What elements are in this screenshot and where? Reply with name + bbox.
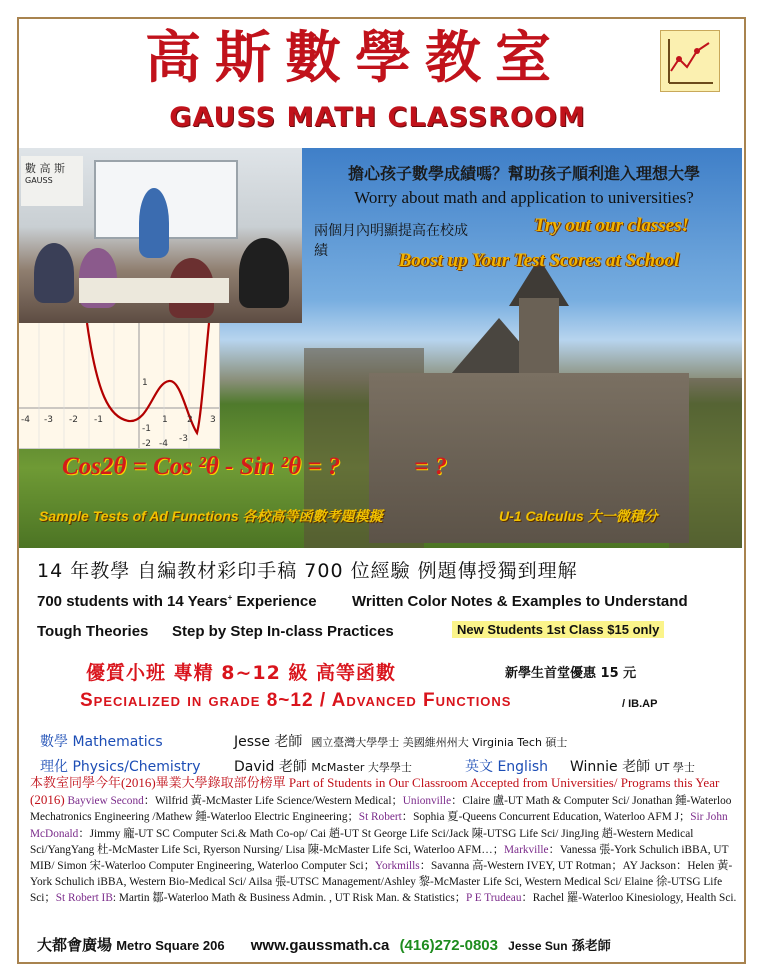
graph-tick-y: -3 <box>179 434 188 444</box>
step-by-step-text: Step by Step In-class Practices <box>172 623 394 640</box>
tough-theories-text: Tough Theories <box>37 623 149 640</box>
teacher-figure <box>139 188 169 258</box>
phone-number[interactable]: (416)272-0803 <box>399 937 498 954</box>
classroom-sign: 數 高 斯 GAUSS <box>21 156 83 206</box>
subject-mathematics: 數學 Mathematics <box>40 734 163 750</box>
formula-text: Cos2θ = Cos ²θ - Sin ²θ = ? <box>62 453 341 480</box>
student-figure <box>34 243 74 303</box>
graph-tick-y: 1 <box>142 378 148 388</box>
website-link[interactable]: www.gaussmath.ca <box>250 937 390 954</box>
features-chinese: 14 年教學 自編教材彩印手稿 700 位經驗 例題傳授獨到理解 <box>37 560 578 582</box>
teacher-winnie: Winnie 老師 UT 學士 <box>570 759 695 775</box>
contact-name: Jesse Sun <box>508 939 568 953</box>
try-classes-text: Try out our classes! <box>534 215 690 236</box>
graph-tick-x: 1 <box>162 415 168 425</box>
accepted-students-list: 本教室同學今年(2016)畢業大學錄取部份榜單 Part of Students in Our Classroom Accepted from Universities/ Programs this Year (2016) Bayview Second：Wilfrid 黃-McMaster Life Science/Western Medical；Unionville：Claire 盧-UT Math & Computer Sci/ Jonathan 鍾-Waterloo Mechatronics Engineering /Mathew 鍾-Waterloo Electric Engineering；St Robert：Sophia 夏-Queens Concurrent Education, Waterloo AFM J；Sir John McDonald：Jimmy 龐-UT SC Computer Sci.& Math Co-op/ Cai 趙-UT St George Life Sci/Jack 陳-UTSG Life Sci/ JingJing 趙-Western Medical Sci/YangYang 杜-McMaster Life Sci, Ryerson Nursing/ Lisa 陳-McMaster Life Sci, Waterloo AFM…；Markville：Vanessa 張-York Schulich iBBA, UT MIB/ Simon 宋-Waterloo Computer Engineering, Waterloo Computer Sci；Yorkmills：Savanna 高-Western IVEY, UT Rotman；AY Jackson：Helen 黃-York Schulich iBBA, Western Bio-Medical Sci/ Ailsa 張-UTSC Management/Ashley 黎-McMaster Life Sci, Western Medical Sci/ Elaine 徐-UTSG Life Sci；St Robert IB: Martin 鄒-Waterloo Math & Business Admin. , UT Risk Man. & Statistics；P E Trudeau：Rachel 羅-Waterloo Kinesiology, Health Sci. <box>30 775 737 905</box>
classroom-photo <box>19 148 302 323</box>
tagline-chinese-2: 兩個月內明顯提高在校成績 <box>314 223 468 259</box>
graph-tick-x: -2 <box>69 415 78 425</box>
title-english: GAUSS MATH CLASSROOM <box>169 102 586 133</box>
graph-tick-x: 2 <box>187 415 193 425</box>
gauss-logo <box>660 30 720 92</box>
location-english: Metro Square 206 <box>116 938 225 953</box>
contact-title: 孫老師 <box>571 938 611 953</box>
title-chinese: 高斯數學教室 <box>145 25 565 91</box>
classroom-table <box>79 278 229 303</box>
specialized-grades: Specialized in grade 8~12 / Advanced Functions <box>80 690 512 711</box>
new-student-offer-chinese: 新學生首堂優惠 15 元 <box>505 666 637 681</box>
tagline-english: Worry about math and application to universities? <box>354 188 694 207</box>
new-student-offer: New Students 1st Class $15 only <box>452 621 664 638</box>
formula-question: = ? <box>414 453 447 480</box>
footer-contact <box>37 934 611 955</box>
subject-physics-chemistry: 理化 Physics/Chemistry <box>40 759 201 775</box>
subject-english: 英文 English <box>465 759 549 775</box>
tagline-chinese: 擔心孩子數學成績嗎？幫助孩子順利進入理想大學 <box>347 164 700 183</box>
function-graph <box>19 323 220 449</box>
graph-tick-y: -4 <box>159 439 168 448</box>
graph-tick-y: -1 <box>142 424 151 434</box>
color-notes-text: Written Color Notes & Examples to Understand <box>352 593 688 610</box>
location-chinese: 大都會廣場 <box>37 937 113 954</box>
boost-scores-text: Boost up Your Test Scores at School <box>398 250 680 271</box>
hero-photo <box>19 148 742 548</box>
graph-tick-x: 3 <box>210 415 216 425</box>
small-class-chinese: 優質小班 專精 8~12 級 高等函數 <box>86 662 397 684</box>
students-experience: 700 students with 14 Years+ Experience <box>37 593 317 610</box>
teacher-david: David 老師 McMaster 大學學士 <box>234 759 412 775</box>
student-figure <box>239 238 289 308</box>
graph-tick-x: -4 <box>21 415 30 425</box>
specialized-ib-ap: / IB.AP <box>622 698 658 710</box>
sample-tests-text: Sample Tests of Ad Functions 各校高等函數考題模擬 <box>39 508 383 524</box>
graph-tick-y: -2 <box>142 439 151 448</box>
calculus-text: U-1 Calculus 大一微積分 <box>499 508 658 524</box>
graph-tick-x: -1 <box>94 415 103 425</box>
graph-tick-x: -3 <box>44 415 53 425</box>
teacher-jesse: Jesse 老師 國立臺灣大學學士 美國維州州大 Virginia Tech 碩士 <box>234 734 568 750</box>
